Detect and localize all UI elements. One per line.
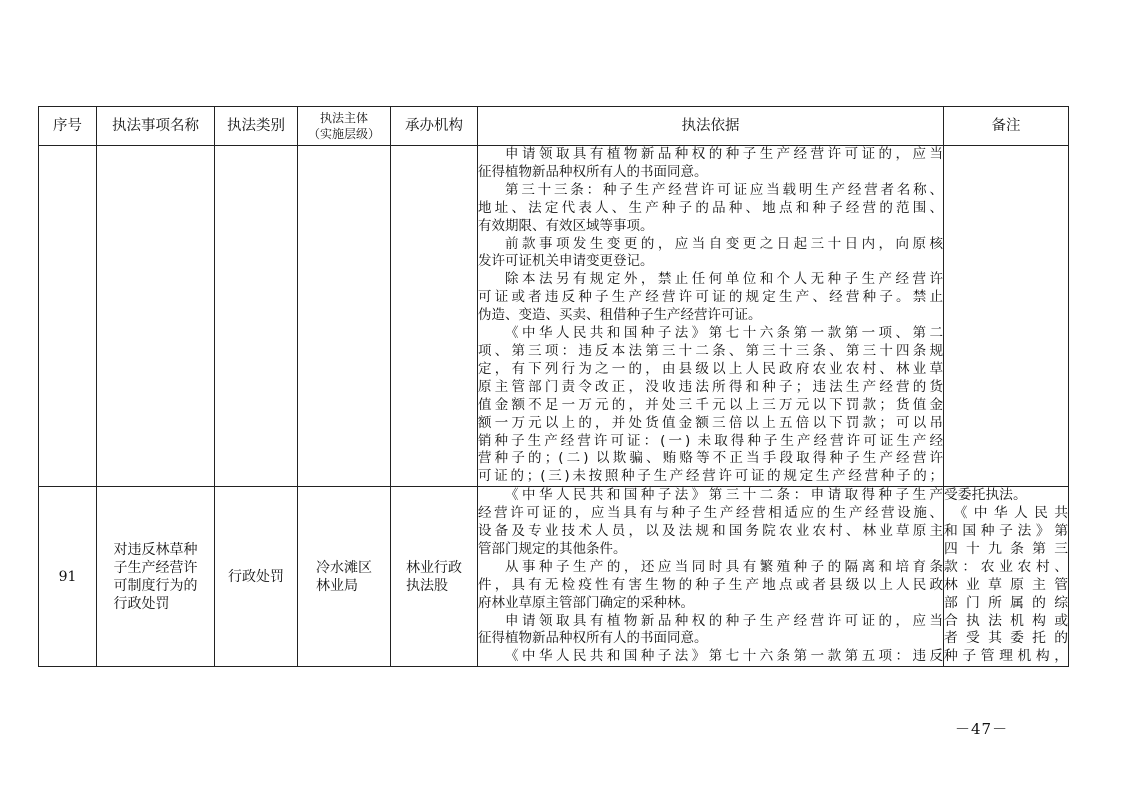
basis-line: 地址、法定代表人、生产种子的品种、地点和种子经营的范围、 [478,199,943,216]
cell-item-empty [97,146,215,487]
basis-line: 《中华人民共和国种子法》第三十二条：申请取得种子生产 [505,487,943,504]
table-row-91 [39,487,1069,667]
remarks-line: 款：农业农村、 [944,558,1068,575]
table-row-continued [39,146,1069,487]
basis-line: 可证或者违反种子生产经营许可证的规定生产、经营种子。禁止 [478,289,943,306]
agency-line: 林业行政 [406,559,462,576]
basis-line: 申请领取具有植物新品种权的种子生产经营许可证的，应当 [505,146,943,162]
basis-line: 值金额不足一万元的，并处三千元以上三万元以下罚款；货值金 [478,396,943,413]
header-category: 执法类别 [215,107,298,146]
header-subject-line2: （实施层级） [307,127,380,141]
remarks-line: 四十九条第三 [944,540,1068,557]
basis-line: 额一万元以上的，并处货值金额三倍以上五倍以下罚款；可以吊 [478,414,943,431]
enforcement-table [38,106,1069,667]
header-subject-line1: 执法主体 [319,111,368,125]
basis-line: 申请领取具有植物新品种权的种子生产经营许可证的，应当 [505,612,943,629]
header-agency: 承办机构 [391,107,478,146]
basis-line: 可证的；(三)未按照种子生产经营许可证的规定生产经营种子的； [478,468,943,485]
basis-line: 设备及专业技术人员，以及法规和国务院农业农村、林业草原主 [478,523,943,540]
cell-subject [298,487,391,667]
basis-line: 定，有下列行为之一的，由县级以上人民政府农业农村、林业草 [478,360,943,377]
basis-line: 《中华人民共和国种子法》第七十六条第一款第一项、第二 [505,325,943,342]
basis-line: 征得植物新品种权所有人的书面同意。 [478,163,708,180]
subject-line: 林业局 [316,577,358,594]
remarks-line: 者受其委托的 [944,630,1068,647]
cell-basis-continued [478,146,944,487]
subject-line: 冷水滩区 [316,559,372,576]
basis-line: 营种子的；(二) 以欺骗、贿赂等不正当手段取得种子生产经营许 [478,450,943,467]
cell-agency [391,487,478,667]
header-remarks: 备注 [944,107,1069,146]
item-name-line: 子生产经营许 [113,559,198,576]
basis-line: 前款事项发生变更的，应当自变更之日起三十日内，向原核 [505,235,943,252]
basis-line: 府林业草原主管部门确定的采种林。 [478,594,694,611]
page-number: －47－ [955,720,1009,738]
cell-basis [478,487,944,667]
cell-agency-empty [391,146,478,487]
header-subject [298,107,391,146]
basis-line: 征得植物新品种权所有人的书面同意。 [478,630,708,647]
item-name-line: 可制度行为的 [113,577,198,594]
agency-line: 执法股 [406,577,448,594]
item-name-line: 行政处罚 [113,595,170,612]
basis-line: 管部门规定的其他条件。 [478,540,627,557]
basis-line: 发许可证机关申请变更登记。 [478,253,654,270]
item-name-line: 对违反林草种 [113,541,198,558]
cell-remarks [944,487,1069,667]
basis-line: 件，具有无检疫性有害生物的种子生产地点或者县级以上人民政 [478,576,943,593]
header-item-name: 执法事项名称 [97,107,215,146]
basis-line: 第三十三条：种子生产经营许可证应当载明生产经营者名称、 [505,181,943,198]
basis-line: 除本法另有规定外，禁止任何单位和个人无种子生产经营许 [505,271,943,288]
remarks-line: 和国种子法》第 [944,523,1068,540]
header-seq: 序号 [39,107,97,146]
category-value: 行政处罚 [228,568,284,585]
basis-line: 项、第三项：违反本法第三十二条、第三十三条、第三十四条规 [478,342,943,359]
basis-line: 有效期限、有效区域等事项。 [478,217,654,234]
remarks-line: 《中华人民共 [953,505,1068,522]
cell-subject-empty [298,146,391,487]
basis-line: 原主管部门责令改正，没收违法所得和种子；违法生产经营的货 [478,378,943,395]
cell-remarks-empty [944,146,1069,487]
remarks-line: 合执法机构或 [944,612,1068,629]
seq-value: 91 [58,568,77,585]
basis-line: 《中华人民共和国种子法》第七十六条第一款第五项：违反 [505,648,943,665]
cell-seq [39,487,97,667]
cell-category [215,487,298,667]
remarks-line: 受委托执法。 [944,487,1027,504]
remarks-line: 林业草原主管 [944,576,1068,593]
cell-seq-empty [39,146,97,487]
remarks-line: 部门所属的综 [944,594,1068,611]
header-basis: 执法依据 [478,107,944,146]
basis-line: 经营许可证的，应当具有与种子生产经营相适应的生产经营设施、 [478,505,943,522]
cell-item-name [97,487,215,667]
basis-line: 销种子生产经营许可证：(一) 未取得种子生产经营许可证生产经 [478,432,943,449]
remarks-line: 种子管理机构， [944,648,1068,665]
basis-line: 伪造、变造、买卖、租借种子生产经营许可证。 [478,307,762,324]
header-row [39,107,1069,146]
basis-line: 从事种子生产的，还应当同时具有繁殖种子的隔离和培育条 [505,558,943,575]
cell-category-empty [215,146,298,487]
